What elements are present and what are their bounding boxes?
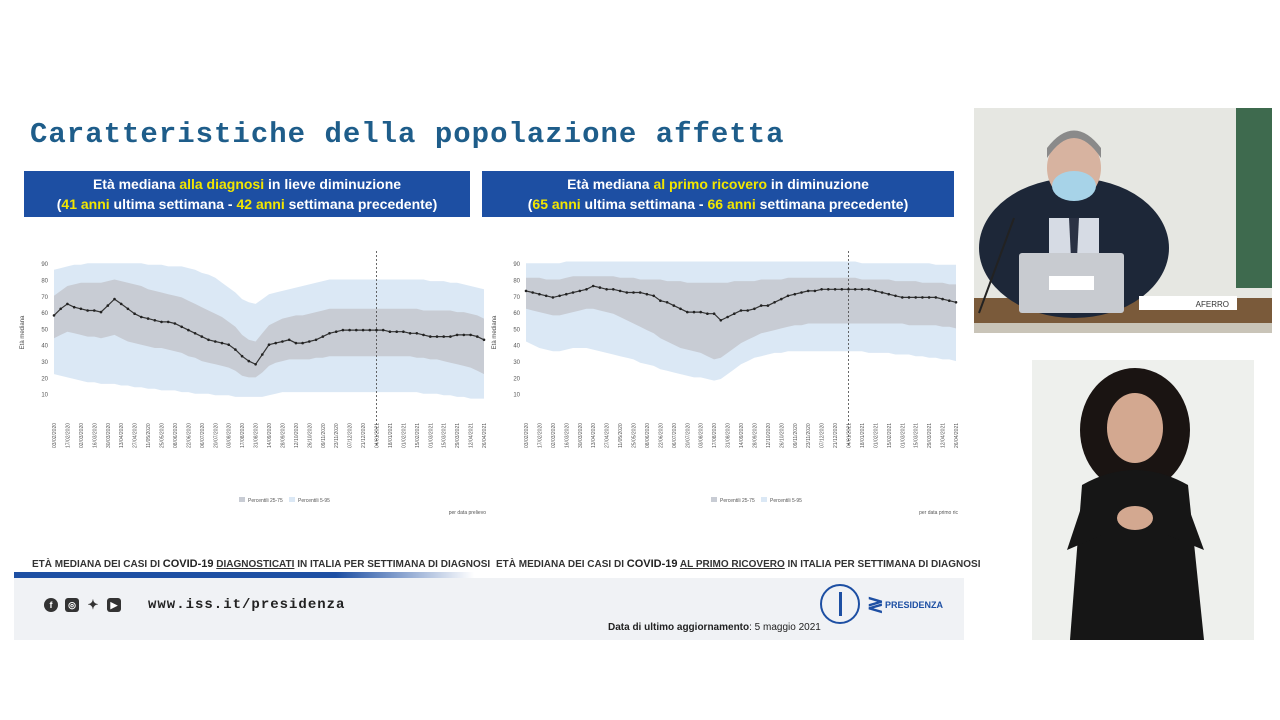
x-tick-label: 07/12/2020: [347, 422, 354, 448]
y-tick-label: 50: [513, 327, 520, 334]
y-tick-label: 80: [41, 278, 48, 285]
x-tick-label: 12/10/2020: [293, 422, 300, 448]
x-tick-label: 12/10/2020: [765, 422, 772, 448]
median-point: [369, 329, 372, 332]
x-tick-label: 15/02/2021: [886, 422, 893, 448]
median-point: [335, 330, 338, 333]
median-point: [545, 295, 548, 298]
left-banner-text: (: [56, 196, 62, 212]
median-point: [261, 353, 264, 356]
right-banner-text: ultima settimana -: [580, 196, 708, 212]
median-point: [928, 296, 931, 299]
caption-text: IN ITALIA PER SETTIMANA DI DIAGNOSI: [294, 559, 491, 570]
median-point: [449, 335, 452, 338]
caption-text: ETÀ MEDIANA DEI CASI DI: [32, 559, 163, 570]
caption-text: ETÀ MEDIANA DEI CASI DI: [496, 559, 627, 570]
x-tick-label: 09/11/2020: [792, 423, 799, 448]
median-point: [867, 288, 870, 291]
median-point: [706, 312, 709, 315]
median-point: [760, 304, 763, 307]
median-point: [476, 335, 479, 338]
median-point: [214, 340, 217, 343]
legend-swatch-25-75: [711, 497, 717, 502]
median-point: [807, 290, 810, 293]
caption-text: COVID-19: [626, 558, 678, 570]
median-point: [248, 360, 251, 363]
median-point: [901, 296, 904, 299]
right-banner-line2: [482, 194, 954, 214]
median-point: [914, 296, 917, 299]
y-tick-label: 60: [513, 311, 520, 318]
median-point: [133, 312, 136, 315]
median-point: [726, 316, 729, 319]
median-point: [342, 329, 345, 332]
median-point: [234, 348, 237, 351]
median-point: [308, 340, 311, 343]
left-banner-text: Età mediana: [92, 176, 180, 192]
x-tick-label: 26/10/2020: [307, 422, 314, 448]
median-point: [254, 363, 257, 366]
median-point: [301, 342, 304, 345]
median-point: [941, 298, 944, 301]
y-tick-label: 70: [513, 294, 520, 301]
right-banner-highlight: 65 anni: [532, 196, 581, 212]
iss-logo: [820, 584, 860, 624]
median-point: [174, 322, 177, 325]
legend-label-25-75: Percentili 25-75: [720, 498, 755, 504]
x-tick-label: 17/02/2020: [537, 422, 544, 448]
chart-diagnosis: [14, 250, 489, 525]
median-point: [948, 299, 951, 302]
median-point: [201, 335, 204, 338]
chart-hospitalization: [486, 250, 961, 525]
x-tick-label: 23/11/2020: [806, 423, 813, 448]
instagram-icon[interactable]: ◎: [65, 598, 79, 612]
median-point: [820, 288, 823, 291]
median-point: [167, 321, 170, 324]
left-banner-line1: [24, 174, 470, 194]
x-tick-label: 31/08/2020: [253, 422, 260, 448]
median-point: [80, 308, 83, 311]
median-point: [605, 288, 608, 291]
median-point: [814, 290, 817, 293]
x-tick-label: 03/08/2020: [226, 422, 233, 448]
median-point: [773, 301, 776, 304]
median-point: [241, 355, 244, 358]
presidency-logo-icon: ≷: [867, 594, 884, 616]
left-banner-highlight: alla diagnosi: [179, 176, 265, 192]
x-tick-label: 21/12/2020: [361, 422, 368, 448]
presentation-slide: [14, 100, 981, 640]
median-point: [348, 329, 351, 332]
median-point: [86, 309, 89, 312]
median-point: [935, 296, 938, 299]
x-tick-label: 23/11/2020: [334, 423, 341, 448]
y-tick-label: 50: [41, 327, 48, 334]
update-date: [608, 622, 821, 633]
median-point: [841, 288, 844, 291]
median-point: [686, 311, 689, 314]
median-point: [874, 290, 877, 293]
x-tick-label: 09/11/2020: [320, 423, 327, 448]
median-point: [955, 301, 958, 304]
x-tick-label: 25/05/2020: [159, 422, 166, 448]
median-point: [416, 332, 419, 335]
median-point: [740, 309, 743, 312]
median-point: [59, 308, 62, 311]
median-point: [409, 332, 412, 335]
median-point: [429, 335, 432, 338]
x-tick-label: 26/10/2020: [779, 422, 786, 448]
x-tick-label: 26/04/2021: [954, 422, 960, 448]
x-tick-label: 08/06/2020: [172, 422, 179, 448]
x-tick-label: 17/02/2020: [65, 422, 72, 448]
x-tick-label: 06/07/2020: [199, 422, 206, 448]
interpreter-video-image: [1032, 360, 1254, 640]
slide-title: Caratteristiche della popolazione affetta: [30, 118, 785, 151]
x-tick-label: 15/03/2021: [441, 422, 448, 448]
x-tick-label: 22/06/2020: [658, 422, 665, 448]
median-point: [362, 329, 365, 332]
median-point: [558, 295, 561, 298]
median-point: [646, 293, 649, 296]
x-tick-label: 18/01/2021: [859, 422, 866, 448]
median-point: [579, 290, 582, 293]
x-tick-label: 30/03/2020: [577, 422, 584, 448]
median-point: [463, 334, 466, 337]
right-banner-text: (: [527, 196, 533, 212]
x-tick-label: 03/08/2020: [698, 422, 705, 448]
y-tick-label: 30: [41, 360, 48, 367]
left-banner-text: in lieve diminuzione: [264, 176, 402, 192]
x-tick-label: 01/03/2021: [900, 422, 907, 448]
median-point: [160, 321, 163, 324]
left-banner-highlight: 42 anni: [236, 196, 285, 212]
x-tick-label: 27/04/2020: [132, 422, 139, 448]
median-point: [827, 288, 830, 291]
median-point: [207, 339, 210, 342]
x-tick-label: 04/01/2021: [374, 422, 381, 448]
x-tick-label: 13/04/2020: [119, 422, 126, 448]
median-point: [834, 288, 837, 291]
median-point: [673, 304, 676, 307]
y-axis-label: Età mediana: [492, 315, 498, 350]
median-point: [187, 329, 190, 332]
x-tick-label: 01/02/2021: [873, 422, 880, 448]
nameplate-text: AFERRO: [1195, 300, 1229, 309]
x-tick-label: 11/05/2020: [618, 423, 625, 448]
slide-footer: [14, 578, 964, 640]
x-tick-label: 21/12/2020: [833, 422, 840, 448]
median-point: [180, 326, 183, 329]
median-point: [787, 295, 790, 298]
x-tick-label: 16/03/2020: [564, 422, 571, 448]
right-banner-highlight: al primo ricovero: [653, 176, 768, 192]
y-tick-label: 90: [513, 262, 520, 269]
median-point: [888, 293, 891, 296]
median-point: [442, 335, 445, 338]
x-tick-label: 18/01/2021: [387, 422, 394, 448]
y-axis-label: Età mediana: [20, 315, 26, 350]
youtube-icon[interactable]: ▶: [107, 598, 121, 612]
legend-label-5-95: Percentili 5-95: [770, 498, 802, 504]
update-value: : 5 maggio 2021: [749, 622, 821, 633]
legend-label-5-95: Percentili 5-95: [298, 498, 330, 504]
median-point: [538, 293, 541, 296]
median-point: [483, 339, 486, 342]
left-banner: [24, 171, 470, 217]
median-point: [456, 334, 459, 337]
left-caption: [32, 558, 490, 570]
legend-swatch-25-75: [239, 497, 245, 502]
x-tick-label: 15/02/2021: [414, 422, 421, 448]
x-tick-label: 22/06/2020: [186, 422, 193, 448]
median-point: [154, 319, 157, 322]
x-tick-label: 15/03/2021: [913, 422, 920, 448]
right-banner-line1: [482, 174, 954, 194]
median-point: [66, 303, 69, 306]
x-tick-label: 14/09/2020: [739, 422, 745, 448]
x-tick-label: 25/05/2020: [631, 422, 638, 448]
x-tick-label: 13/04/2020: [591, 422, 598, 448]
median-point: [382, 329, 385, 332]
median-point: [652, 295, 655, 298]
y-tick-label: 20: [513, 376, 520, 383]
caption-text: COVID-19: [162, 558, 214, 570]
median-point: [847, 288, 850, 291]
x-tick-label: 08/06/2020: [644, 422, 651, 448]
right-caption: [496, 558, 981, 570]
median-point: [525, 290, 528, 293]
median-point: [767, 304, 770, 307]
median-point: [389, 330, 392, 333]
median-point: [147, 317, 150, 320]
median-point: [328, 332, 331, 335]
right-banner-text: Età mediana: [567, 176, 654, 192]
median-point: [592, 285, 595, 288]
x-tick-label: 02/03/2020: [78, 422, 85, 448]
median-point: [315, 339, 318, 342]
median-point: [693, 311, 696, 314]
median-point: [753, 308, 756, 311]
median-point: [679, 308, 682, 311]
x-tick-label: 29/03/2021: [927, 422, 934, 448]
median-point: [854, 288, 857, 291]
chart-diagnosis-svg: [14, 250, 489, 525]
left-banner-text: ultima settimana -: [109, 196, 237, 212]
y-tick-label: 40: [41, 343, 48, 350]
median-point: [894, 295, 897, 298]
median-point: [395, 330, 398, 333]
x-tick-label: 14/09/2020: [267, 422, 273, 448]
right-banner-text: settimana precedente): [755, 196, 909, 212]
x-tick-label: 17/08/2020: [240, 422, 247, 448]
x-axis-label: per data prelievo: [448, 510, 486, 516]
caption-text: DIAGNOSTICATI: [216, 559, 295, 570]
x-tick-label: 20/07/2020: [685, 422, 692, 448]
y-tick-label: 20: [41, 376, 48, 383]
median-point: [552, 296, 555, 299]
left-banner-text: settimana precedente): [284, 196, 438, 212]
x-tick-label: 31/08/2020: [725, 422, 732, 448]
x-tick-label: 07/12/2020: [819, 422, 826, 448]
twitter-icon[interactable]: ✦: [87, 597, 99, 612]
median-point: [274, 342, 277, 345]
median-point: [73, 306, 76, 309]
median-point: [800, 291, 803, 294]
median-point: [626, 291, 629, 294]
median-point: [599, 286, 602, 289]
median-point: [921, 296, 924, 299]
legend-label-25-75: Percentili 25-75: [248, 498, 283, 504]
median-point: [861, 288, 864, 291]
x-tick-label: 17/08/2020: [712, 422, 719, 448]
median-point: [127, 308, 130, 311]
median-point: [194, 332, 197, 335]
median-point: [659, 299, 662, 302]
speaker-video: [974, 108, 1272, 333]
median-point: [375, 329, 378, 332]
social-icons: [44, 598, 121, 612]
interpreter-video: [1032, 360, 1254, 640]
median-point: [720, 319, 723, 322]
median-point: [322, 335, 325, 338]
y-tick-label: 60: [41, 311, 48, 318]
caption-text: AL PRIMO RICOVERO: [679, 559, 785, 570]
median-point: [113, 298, 116, 301]
median-point: [699, 311, 702, 314]
y-tick-label: 80: [513, 278, 520, 285]
x-tick-label: 01/03/2021: [428, 422, 435, 448]
x-tick-label: 12/04/2021: [468, 422, 475, 448]
median-point: [422, 334, 425, 337]
median-point: [713, 312, 716, 315]
x-tick-label: 01/02/2021: [401, 422, 408, 448]
median-point: [107, 304, 110, 307]
x-tick-label: 28/09/2020: [280, 422, 287, 448]
x-tick-label: 03/02/2020: [524, 422, 530, 448]
median-point: [585, 288, 588, 291]
x-tick-label: 16/03/2020: [92, 422, 99, 448]
median-point: [639, 291, 642, 294]
y-tick-label: 40: [513, 343, 520, 350]
median-point: [794, 293, 797, 296]
median-point: [572, 291, 575, 294]
x-tick-label: 12/04/2021: [940, 422, 947, 448]
median-point: [288, 339, 291, 342]
y-tick-label: 70: [41, 294, 48, 301]
median-point: [268, 343, 271, 346]
median-point: [402, 330, 405, 333]
x-tick-label: 06/07/2020: [671, 422, 678, 448]
median-point: [281, 340, 284, 343]
speaker-video-image: [974, 108, 1272, 333]
x-axis-label: per data primo ric: [919, 510, 958, 516]
x-tick-label: 29/03/2021: [455, 422, 462, 448]
median-point: [140, 316, 143, 319]
median-point: [100, 311, 103, 314]
median-point: [221, 342, 224, 345]
median-point: [780, 298, 783, 301]
median-point: [733, 312, 736, 315]
median-point: [619, 290, 622, 293]
x-tick-label: 30/03/2020: [105, 422, 112, 448]
median-point: [93, 309, 96, 312]
x-tick-label: 02/03/2020: [550, 422, 557, 448]
x-tick-label: 04/01/2021: [846, 422, 853, 448]
median-point: [355, 329, 358, 332]
legend-swatch-5-95: [289, 497, 295, 502]
median-point: [666, 301, 669, 304]
chart-hospitalization-svg: [486, 250, 961, 525]
median-point: [436, 335, 439, 338]
median-point: [565, 293, 568, 296]
left-banner-highlight: 41 anni: [61, 196, 110, 212]
median-point: [53, 314, 56, 317]
presidency-label: PRESIDENZA: [885, 600, 944, 610]
x-tick-label: 20/07/2020: [213, 422, 220, 448]
median-point: [120, 303, 123, 306]
right-banner-text: in diminuzione: [767, 176, 869, 192]
y-tick-label: 10: [41, 392, 48, 399]
right-banner-highlight: 66 anni: [707, 196, 756, 212]
median-point: [746, 309, 749, 312]
left-banner-line2: [24, 194, 470, 214]
x-tick-label: 26/04/2021: [482, 422, 488, 448]
x-tick-label: 27/04/2020: [604, 422, 611, 448]
median-point: [632, 291, 635, 294]
median-point: [295, 342, 298, 345]
website-url[interactable]: www.iss.it/presidenza: [148, 597, 346, 613]
x-tick-label: 28/09/2020: [752, 422, 759, 448]
update-label: Data di ultimo aggiornamento: [608, 622, 750, 633]
right-banner: [482, 171, 954, 217]
caption-text: IN ITALIA PER SETTIMANA DI DIAGNOSI: [784, 559, 981, 570]
y-tick-label: 90: [41, 262, 48, 269]
x-tick-label: 03/02/2020: [52, 422, 58, 448]
y-tick-label: 30: [513, 360, 520, 367]
median-point: [881, 291, 884, 294]
median-point: [469, 334, 472, 337]
median-point: [612, 288, 615, 291]
facebook-icon[interactable]: f: [44, 598, 58, 612]
median-point: [531, 291, 534, 294]
median-point: [227, 343, 230, 346]
legend-swatch-5-95: [761, 497, 767, 502]
median-point: [908, 296, 911, 299]
x-tick-label: 11/05/2020: [146, 423, 153, 448]
y-tick-label: 10: [513, 392, 520, 399]
